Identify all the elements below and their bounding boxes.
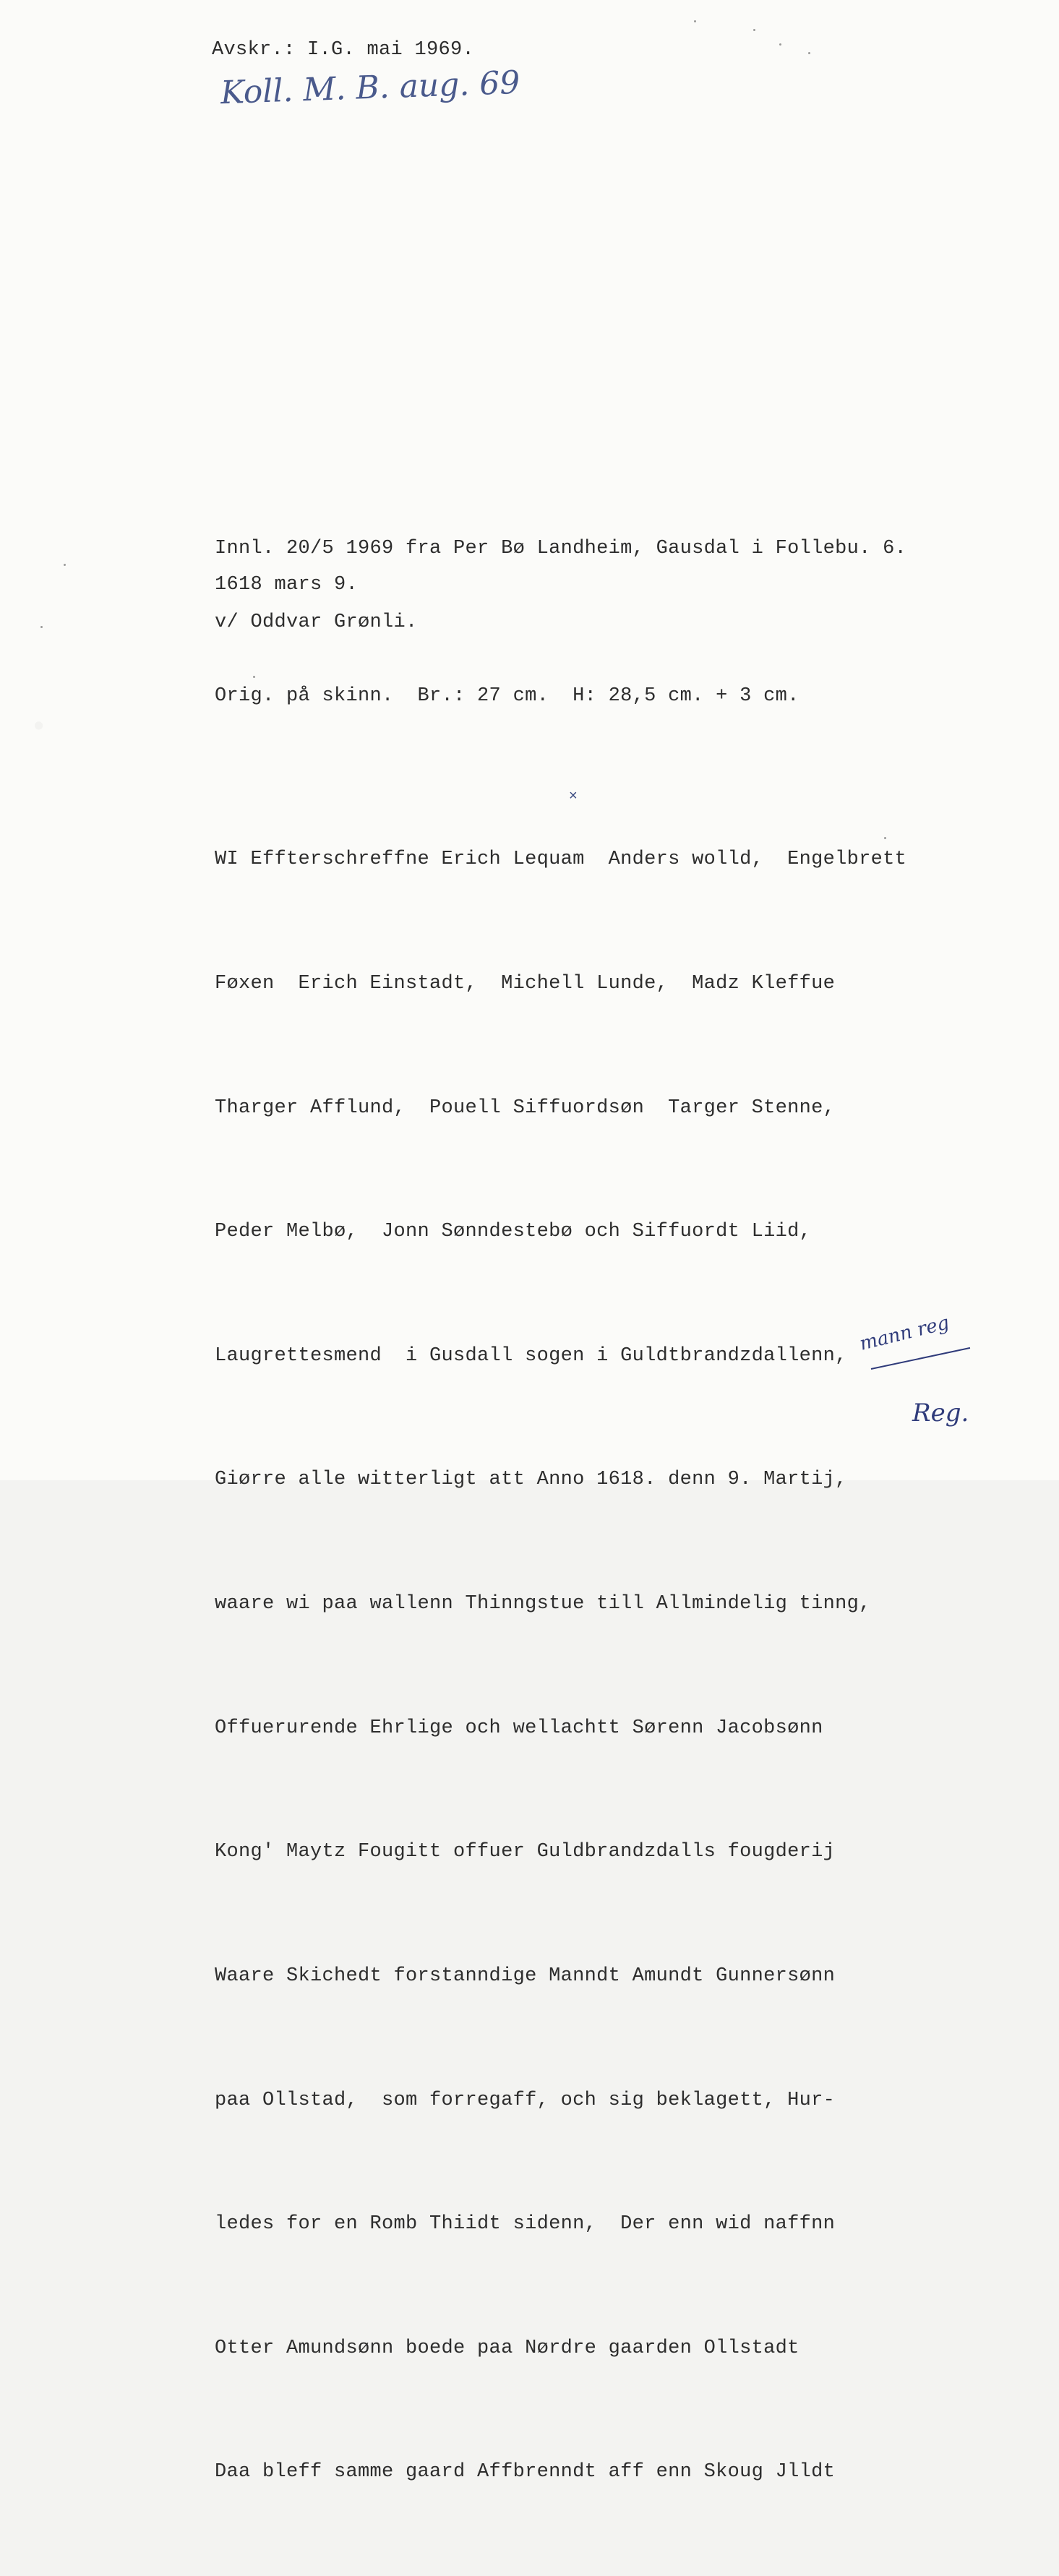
body-line: waare wi paa wallenn Thinngstue till Allmindelig tinng, — [215, 1593, 871, 1615]
body-line: Waare Skichedt forstanndige Manndt Amundt Gunnersønn — [215, 1965, 836, 1987]
body-line: Laugrettesmend i Gusdall sogen i Guldtbrandzdallenn, — [215, 1344, 847, 1367]
registered-note: Reg. — [912, 1399, 969, 1427]
paper-speck — [808, 52, 810, 54]
body-line: Giørre alle witterligt att Anno 1618. denn 9. Martij, — [215, 1469, 847, 1491]
bleed-through-shadow: · — [29, 690, 52, 763]
paper-speck — [40, 626, 43, 628]
paper-speck — [753, 29, 755, 31]
body-line: Føxen Erich Einstadt, Michell Lunde, Madz Kleffue — [215, 973, 836, 995]
body-line: Otter Amundsønn boede paa Nørdre gaarden Ollstadt — [215, 2337, 799, 2359]
body-line: Kong' Maytz Fougitt offuer Guldbrandzdalls fougderij — [215, 1841, 836, 1863]
body-line: ledes for en Romb Thiidt sidenn, Der enn wid naffnn — [215, 2213, 836, 2236]
margin-note: mann reg — [857, 1312, 952, 1355]
receipt-line: Innl. 20/5 1969 fra Per Bø Landheim, Gausdal i Follebu. 6. — [215, 538, 907, 559]
sender-line: v/ Oddvar Grønli. — [215, 611, 418, 633]
body-line: Peder Melbø, Jonn Sønndestebø och Siffuordt Liid, — [215, 1221, 812, 1243]
paper-speck — [779, 43, 781, 46]
paper-speck — [694, 20, 696, 22]
insertion-mark: × — [569, 788, 578, 804]
body-line: Daa bleff samme gaard Affbrenndt aff enn Skoug Jlldt — [215, 2461, 836, 2483]
paper-speck — [64, 564, 66, 566]
body-line: Offuerurende Ehrlige och wellachtt Sørenn Jacobsønn — [215, 1717, 823, 1739]
transcription-header: Avskr.: I.G. mai 1969. — [212, 39, 475, 61]
paper-speck — [253, 676, 255, 678]
body-line: Tharger Afflund, Pouell Siffuordsøn Targer Stenne, — [215, 1096, 836, 1119]
body-line: WI Effterschreffne Erich Lequam Anders wolld, Engelbrett — [215, 849, 907, 871]
paper-speck — [884, 837, 886, 839]
dimensions-line: Orig. på skinn. Br.: 27 cm. H: 28,5 cm. + 3 cm. — [215, 685, 799, 707]
receipt-metadata — [215, 487, 906, 757]
body-line: paa Ollstad, som forregaff, och sig beklagett, Hur- — [215, 2089, 836, 2111]
transcription-body — [215, 757, 906, 2576]
document-date: 1618 mars 9. — [215, 574, 359, 596]
handwritten-check-note: Koll. M. B. aug. 69 — [220, 64, 521, 112]
